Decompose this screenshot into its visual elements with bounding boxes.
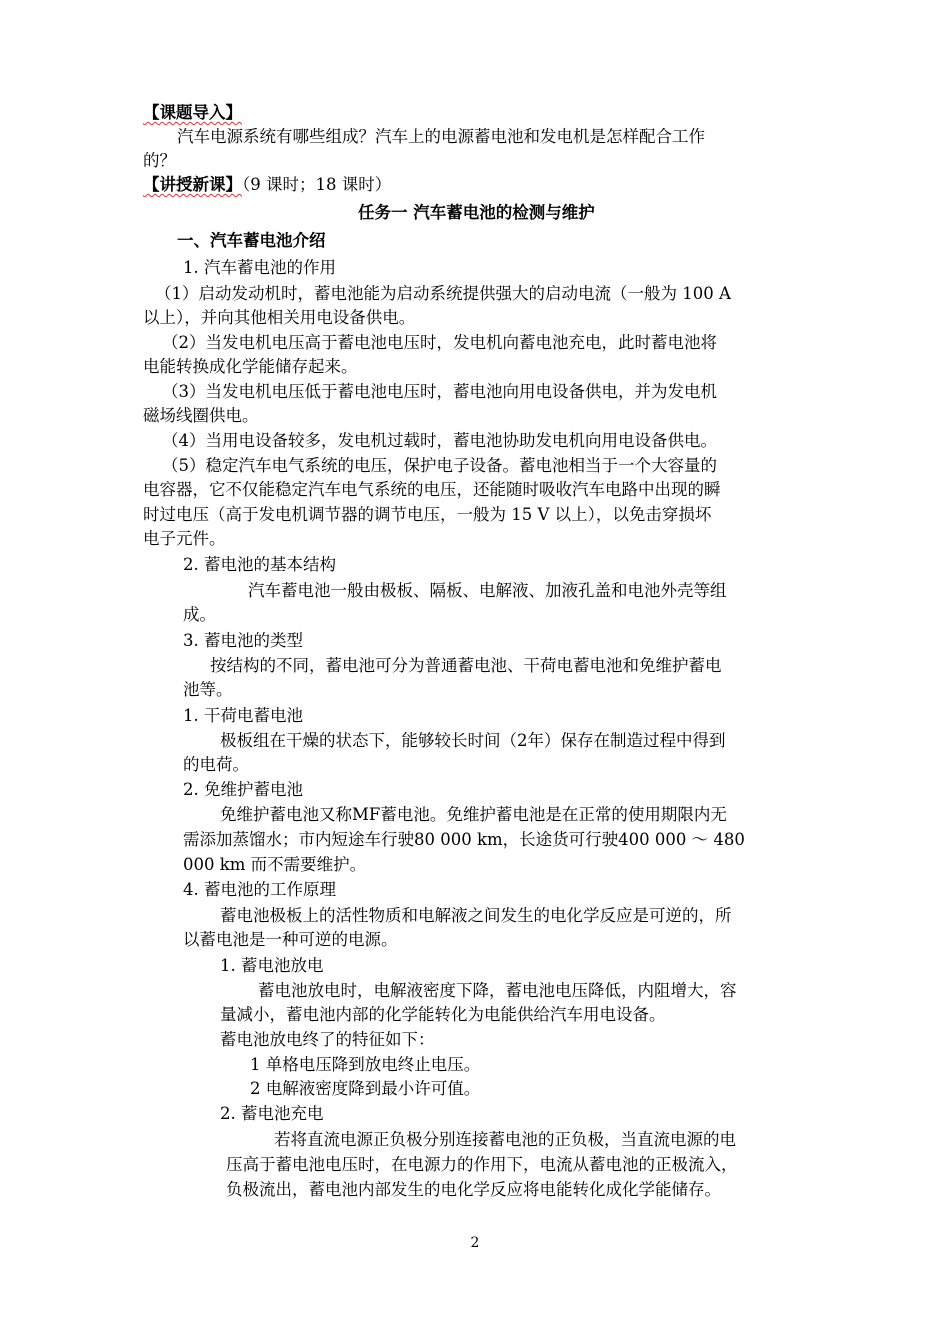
dry-charged-heading: 1. 干荷电蓄电池	[183, 706, 303, 725]
types-line2: 池等。	[183, 680, 233, 699]
dry-charged-line1: 极板组在干燥的状态下，能够较长时间（2年）保存在制造过程中得到	[220, 731, 726, 750]
task-title: 任务一 汽车蓄电池的检测与维护	[358, 203, 595, 222]
discharge-heading: 1. 蓄电池放电	[220, 956, 324, 975]
function-2-line1: （2）当发电机电压高于蓄电池电压时，发电机向蓄电池充电，此时蓄电池将	[162, 333, 717, 352]
maintenance-free-line1: 免维护蓄电池又称MF蓄电池。免维护蓄电池是在正常的使用期限内无	[220, 805, 727, 824]
discharge-feature-1: 1 单格电压降到放电终止电压。	[250, 1055, 481, 1074]
s1-item2-heading: 2. 蓄电池的基本结构	[183, 555, 336, 574]
function-4-line1: （4）当用电设备较多，发电机过载时，蓄电池协助发电机向用电设备供电。	[162, 431, 717, 450]
discharge-line1: 蓄电池放电时，电解液密度下降，蓄电池电压降低，内阻增大，容	[258, 981, 737, 1000]
principle-line2: 以蓄电池是一种可逆的电源。	[183, 930, 398, 949]
charge-line1: 若将直流电源正负极分别连接蓄电池的正负极，当直流电源的电	[274, 1130, 736, 1149]
intro-question-line1: 汽车电源系统有哪些组成？汽车上的电源蓄电池和发电机是怎样配合工作	[177, 127, 705, 146]
new-lesson-heading: 【讲授新课】	[143, 175, 242, 194]
charge-line3: 负极流出，蓄电池内部发生的电化学反应将电能转化成化学能储存。	[226, 1180, 721, 1199]
function-5-line1: （5）稳定汽车电气系统的电压，保护电子设备。蓄电池相当于一个大容量的	[162, 456, 717, 475]
structure-line2: 成。	[183, 605, 216, 624]
section1-title: 一、汽车蓄电池介绍	[177, 231, 326, 250]
new-lesson-line	[143, 174, 391, 196]
function-3-line2: 磁场线圈供电。	[143, 406, 259, 425]
function-1-line2: 以上），并向其他相关用电设备供电。	[143, 308, 416, 327]
function-2-line2: 电能转换成化学能储存起来。	[143, 357, 358, 376]
discharge-line2: 量减小，蓄电池内部的化学能转化为电能供给汽车用电设备。	[220, 1005, 666, 1024]
types-line1: 按结构的不同，蓄电池可分为普通蓄电池、干荷电蓄电池和免维护蓄电	[210, 656, 722, 675]
s1-item4-heading: 4. 蓄电池的工作原理	[183, 880, 336, 899]
maintenance-free-heading: 2. 免维护蓄电池	[183, 780, 303, 799]
maintenance-free-line3: 000 km 而不需要维护。	[183, 855, 367, 874]
dry-charged-line2: 的电荷。	[183, 755, 249, 774]
function-5-line2: 电容器，它不仅能稳定汽车电气系统的电压，还能随时吸收汽车电路中出现的瞬	[143, 480, 721, 499]
maintenance-free-line2: 需添加蒸馏水；市内短途车行驶80 000 km，长途货可行驶400 000 ～ 480	[183, 830, 745, 849]
discharge-feature-2: 2 电解液密度降到最小许可值。	[250, 1079, 481, 1098]
new-lesson-hours: （9 课时；18 课时）	[242, 175, 392, 194]
discharge-line3: 蓄电池放电终了的特征如下：	[220, 1030, 435, 1049]
s1-item3-heading: 3. 蓄电池的类型	[183, 631, 303, 650]
charge-line2: 压高于蓄电池电压时，在电源力的作用下，电流从蓄电池的正极流入，	[226, 1155, 738, 1174]
function-1-line1: （1）启动发动机时，蓄电池能为启动系统提供强大的启动电流（一般为 100 A	[155, 284, 731, 303]
intro-question-line2: 的？	[143, 151, 176, 170]
page-number: 2	[470, 1235, 480, 1251]
function-5-line4: 电子元件。	[143, 529, 226, 548]
structure-line1: 汽车蓄电池一般由极板、隔板、电解液、加液孔盖和电池外壳等组	[248, 581, 727, 600]
intro-heading: 【课题导入】	[143, 103, 242, 122]
function-3-line1: （3）当发电机电压低于蓄电池电压时，蓄电池向用电设备供电，并为发电机	[162, 382, 717, 401]
principle-line1: 蓄电池极板上的活性物质和电解液之间发生的电化学反应是可逆的，所	[220, 906, 732, 925]
s1-item1-heading: 1. 汽车蓄电池的作用	[183, 258, 336, 277]
charge-heading: 2. 蓄电池充电	[220, 1104, 324, 1123]
function-5-line3: 时过电压（高于发电机调节器的调节电压，一般为 15 V 以上），以免击穿损坏	[143, 505, 712, 524]
